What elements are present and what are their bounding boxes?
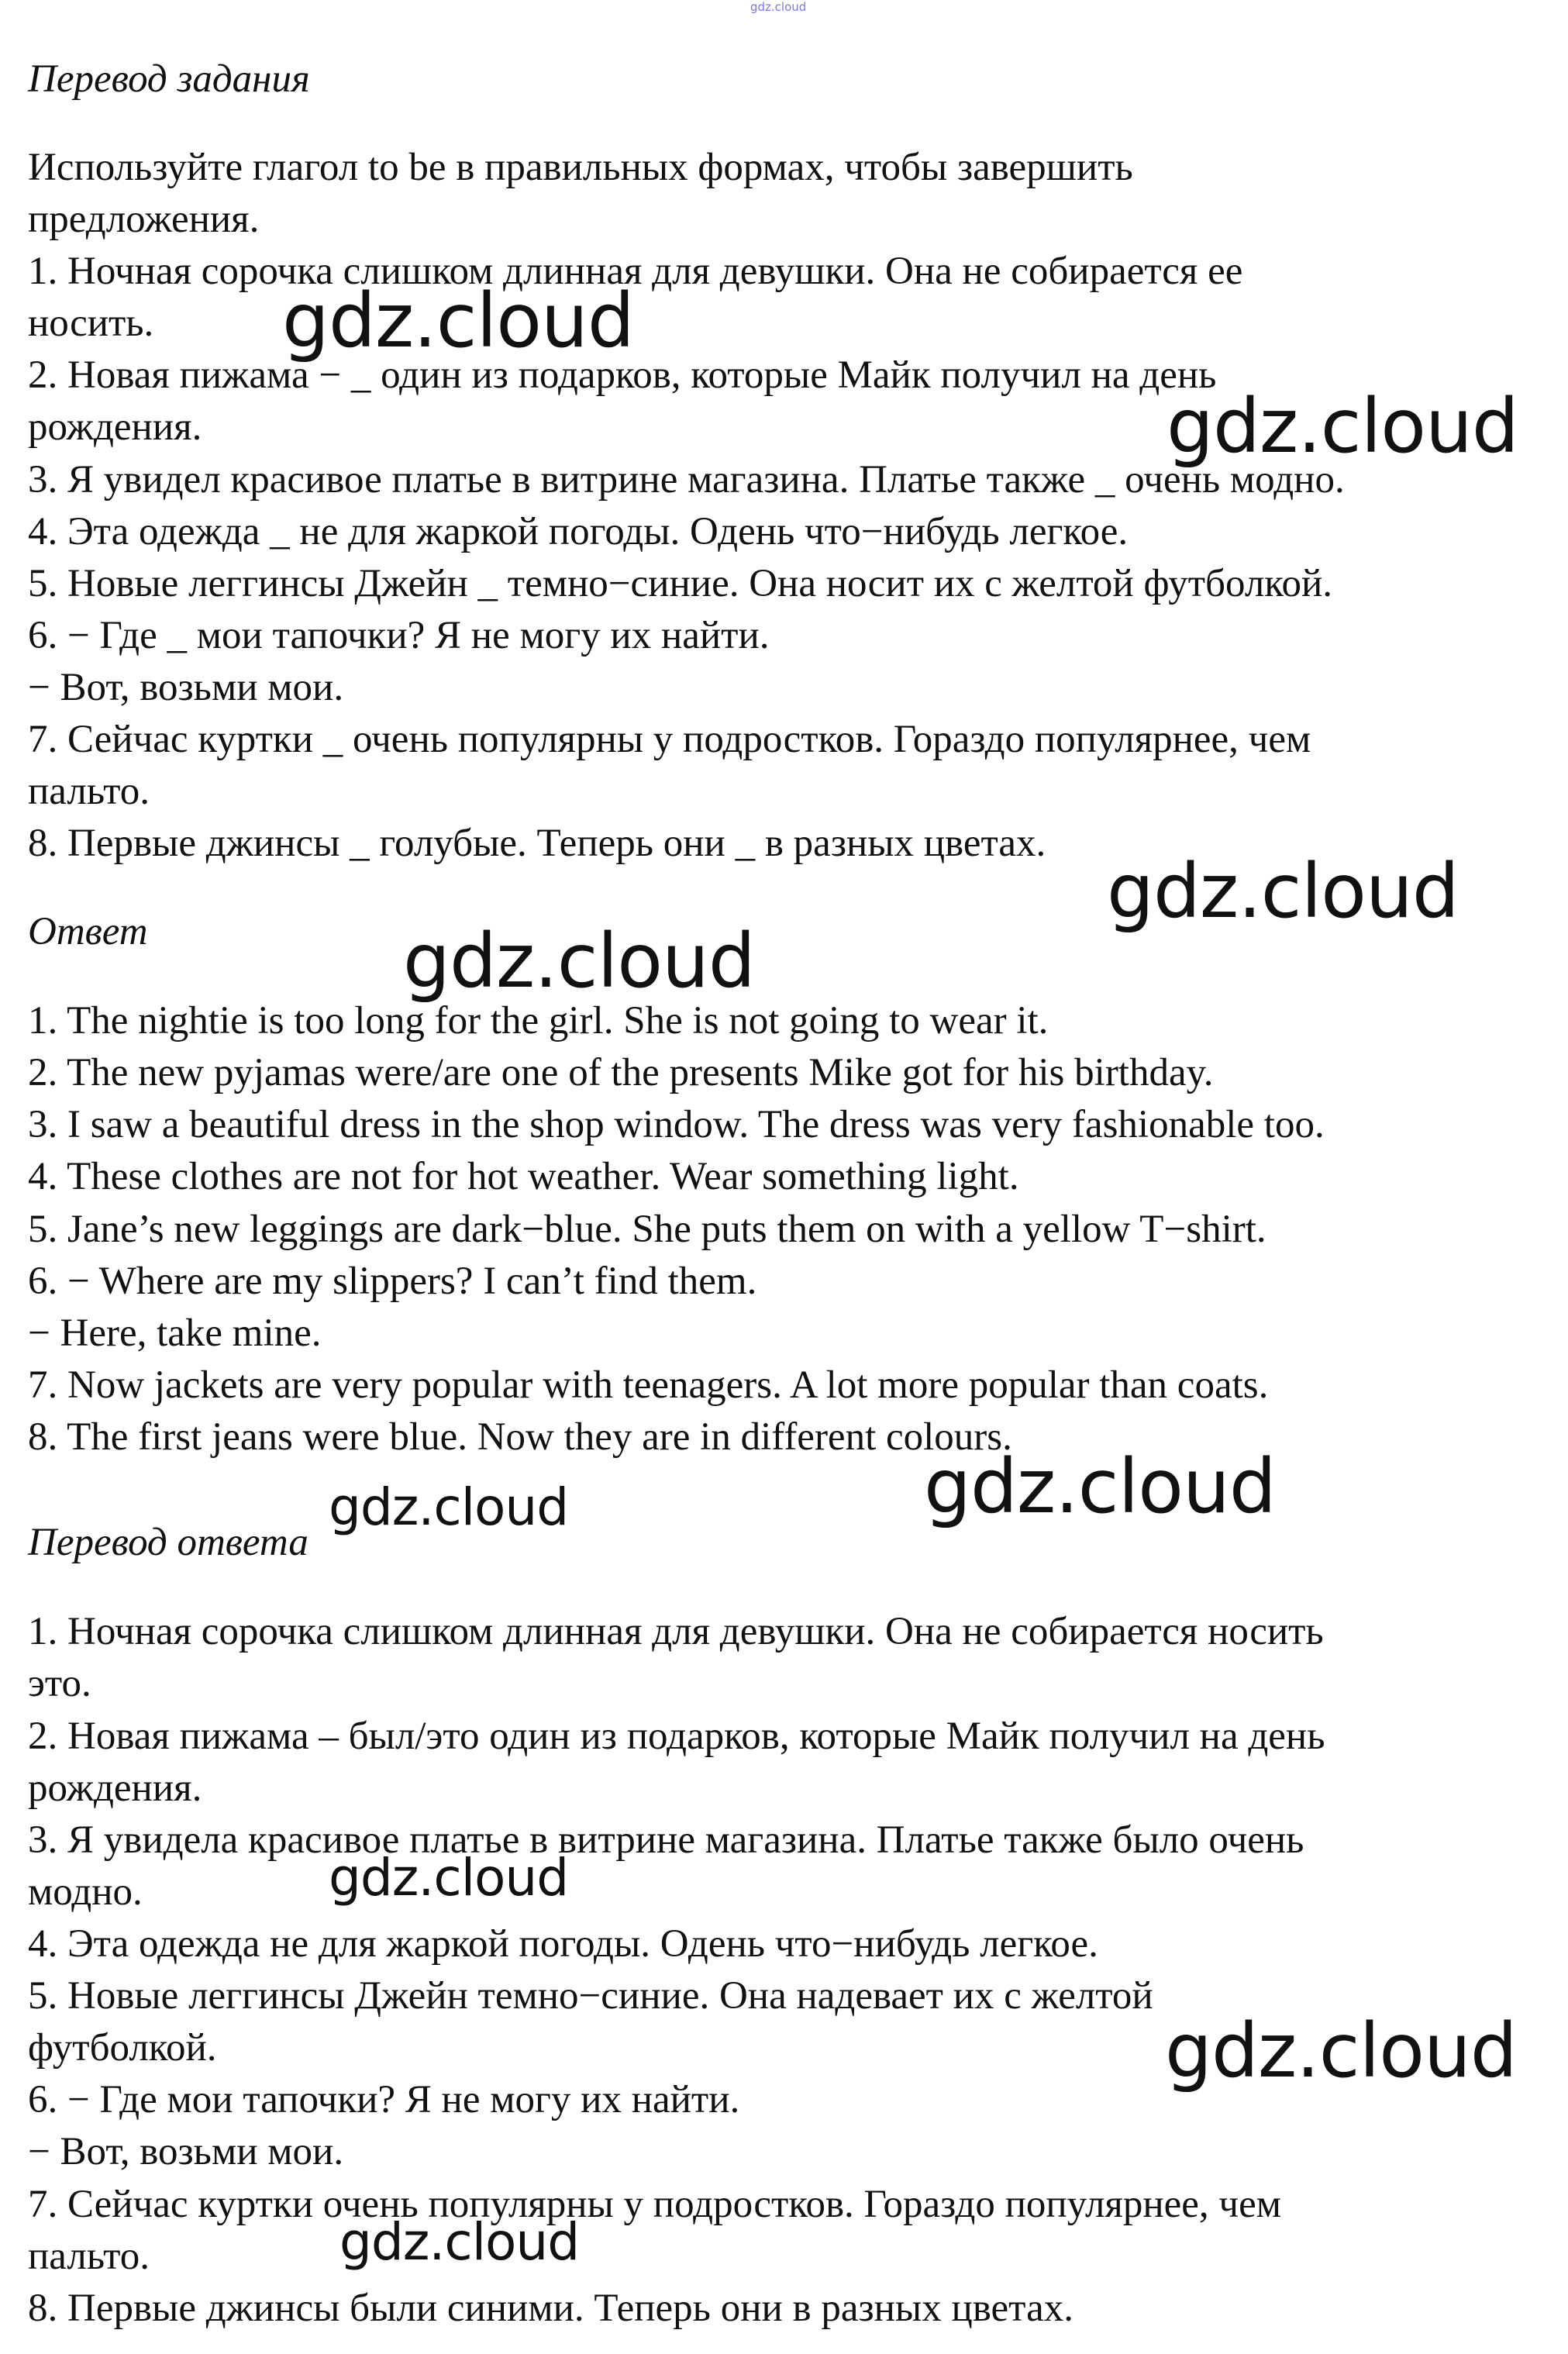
task-line: − Вот, возьми мои. — [28, 666, 344, 709]
task-line: 7. Сейчас куртки _ очень популярны у подростков. Гораздо популярнее, чем — [28, 718, 1311, 761]
watermark-logo: gdz.cloud — [339, 2212, 580, 2272]
answer-translation-line: 3. Я увидела красивое платье в витрине магазина. Платье также было очень — [28, 1818, 1304, 1862]
answer-translation-line: 6. − Где мои тапочки? Я не могу их найти. — [28, 2078, 740, 2121]
section-heading-answer: Ответ — [28, 910, 148, 953]
answer-line: 7. Now jackets are very popular with teenagers. A lot more popular than coats. — [28, 1363, 1269, 1407]
answer-line: 5. Jane’s new leggings are dark−blue. She puts them on with a yellow T−shirt. — [28, 1208, 1266, 1251]
answer-translation-line: 2. Новая пижама – был/это один из подарков, которые Майк получил на день — [28, 1715, 1325, 1758]
answer-translation-line: 4. Эта одежда не для жаркой погоды. Одень что−нибудь легкое. — [28, 1922, 1098, 1966]
answer-line: − Here, take mine. — [28, 1311, 322, 1355]
watermark-logo: gdz.cloud — [329, 1477, 569, 1537]
task-line: предложения. — [28, 198, 260, 241]
watermark-logo: gdz.cloud — [1107, 848, 1459, 935]
answer-translation-line: 5. Новые леггинсы Джейн темно−синие. Она надевает их с желтой — [28, 1974, 1153, 2018]
task-line: 5. Новые леггинсы Джейн _ темно−синие. Она носит их с желтой футболкой. — [28, 562, 1332, 605]
section-heading-answer-translation: Перевод ответа — [28, 1521, 308, 1564]
answer-translation-line: футболкой. — [28, 2026, 217, 2070]
task-line: носить. — [28, 302, 154, 345]
answer-line: 3. I saw a beautiful dress in the shop window. The dress was very fashionable too. — [28, 1103, 1325, 1146]
answer-translation-line: 8. Первые джинсы были синими. Теперь они в разных цветах. — [28, 2287, 1073, 2330]
answer-line: 8. The first jeans were blue. Now they are in different colours. — [28, 1415, 1012, 1459]
task-line: пальто. — [28, 770, 150, 813]
answer-line: 1. The nightie is too long for the girl. She is not going to wear it. — [28, 999, 1049, 1043]
answer-translation-line: пальто. — [28, 2235, 150, 2278]
watermark-logo: gdz.cloud — [924, 1443, 1276, 1530]
task-line: 6. − Где _ мои тапочки? Я не могу их найти. — [28, 614, 770, 657]
answer-translation-line: − Вот, возьми мои. — [28, 2130, 344, 2173]
section-heading-task-translation: Перевод задания — [28, 57, 310, 101]
watermark-logo: gdz.cloud — [403, 918, 755, 1005]
task-line: 3. Я увидел красивое платье в витрине магазина. Платье также _ очень модно. — [28, 458, 1345, 501]
top-watermark: gdz.cloud — [750, 0, 807, 14]
watermark-logo: gdz.cloud — [282, 277, 634, 364]
answer-translation-line: рождения. — [28, 1766, 202, 1810]
answer-line: 6. − Where are my slippers? I can’t find them. — [28, 1260, 757, 1303]
watermark-logo: gdz.cloud — [1165, 2008, 1517, 2094]
task-line: 1. Ночная сорочка слишком длинная для девушки. Она не собирается ее — [28, 250, 1243, 293]
task-line: Используйте глагол to be в правильных формах, чтобы завершить — [28, 146, 1133, 189]
answer-translation-line: это. — [28, 1662, 91, 1705]
answer-translation-line: 7. Сейчас куртки очень популярны у подростков. Гораздо популярнее, чем — [28, 2183, 1281, 2226]
task-line: 4. Эта одежда _ не для жаркой погоды. Одень что−нибудь легкое. — [28, 510, 1129, 553]
task-line: 2. Новая пижама − _ один из подарков, которые Майк получил на день — [28, 353, 1217, 397]
task-line: рождения. — [28, 405, 202, 449]
task-line: 8. Первые джинсы _ голубые. Теперь они _ в разных цветах. — [28, 822, 1046, 865]
watermark-logo: gdz.cloud — [1167, 383, 1518, 470]
watermark-logo: gdz.cloud — [329, 1848, 569, 1908]
answer-translation-line: 1. Ночная сорочка слишком длинная для девушки. Она не собирается носить — [28, 1610, 1324, 1653]
answer-translation-line: модно. — [28, 1870, 143, 1914]
answer-line: 4. These clothes are not for hot weather. Wear something light. — [28, 1155, 1019, 1198]
answer-line: 2. The new pyjamas were/are one of the presents Mike got for his birthday. — [28, 1051, 1214, 1094]
